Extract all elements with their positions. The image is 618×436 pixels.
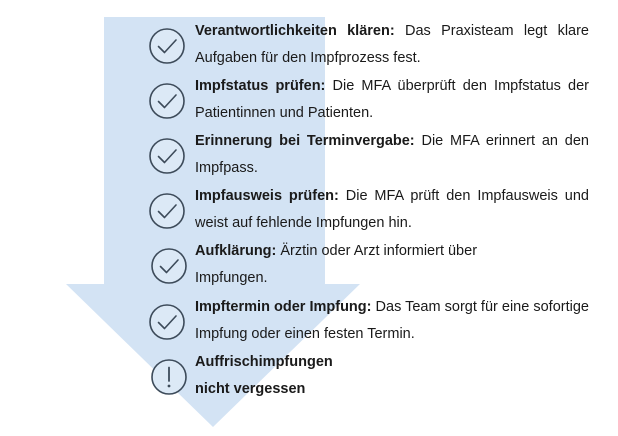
step-title: Impfstatus prüfen: <box>195 78 326 94</box>
step-text <box>195 238 495 292</box>
step-text <box>195 73 589 127</box>
step-title: Auffrischimpfungen nicht vergessen <box>195 354 333 397</box>
step-verantwortlichkeiten <box>147 18 592 70</box>
step-impfausweis <box>147 183 592 235</box>
step-body: Die MFA überprüft den Impfstatus der Patientinnen und Patienten. <box>195 78 590 121</box>
step-title: Verantwortlichkeiten klären: <box>195 23 395 39</box>
step-impfstatus <box>147 73 592 125</box>
step-body: Das Praxisteam legt klare Aufgaben für den Impfprozess fest. <box>195 23 589 66</box>
step-title: Impfausweis prüfen: <box>195 188 339 204</box>
checkmark-icon <box>147 302 187 342</box>
step-text <box>195 349 355 403</box>
checkmark-icon <box>147 136 187 176</box>
step-text <box>195 183 589 237</box>
step-body: Das Team sorgt für eine sofortige Impfung oder einen festen Termin. <box>195 299 589 342</box>
checkmark-icon <box>147 191 187 231</box>
step-text <box>195 18 589 72</box>
step-text <box>195 294 589 348</box>
step-title: Erinnerung bei Terminvergabe: <box>195 133 415 149</box>
step-impftermin <box>147 294 592 346</box>
checkmark-icon <box>147 26 187 66</box>
step-aufklaerung <box>149 238 594 290</box>
step-body: Ärztin oder Arzt informiert über Impfungen. <box>195 243 478 286</box>
step-erinnerung <box>147 128 592 180</box>
step-body: Die MFA erinnert an den Impfpass. <box>195 133 589 176</box>
step-title: Aufklärung: <box>195 243 277 259</box>
step-title: Impftermin oder Impfung: <box>195 299 372 315</box>
checkmark-icon <box>147 81 187 121</box>
checkmark-icon <box>149 246 189 286</box>
exclamation-icon <box>149 357 189 397</box>
step-auffrischimpfungen <box>149 349 594 401</box>
step-text <box>195 128 589 182</box>
step-body: Die MFA prüft den Impfausweis und weist auf fehlende Impfungen hin. <box>195 188 589 231</box>
